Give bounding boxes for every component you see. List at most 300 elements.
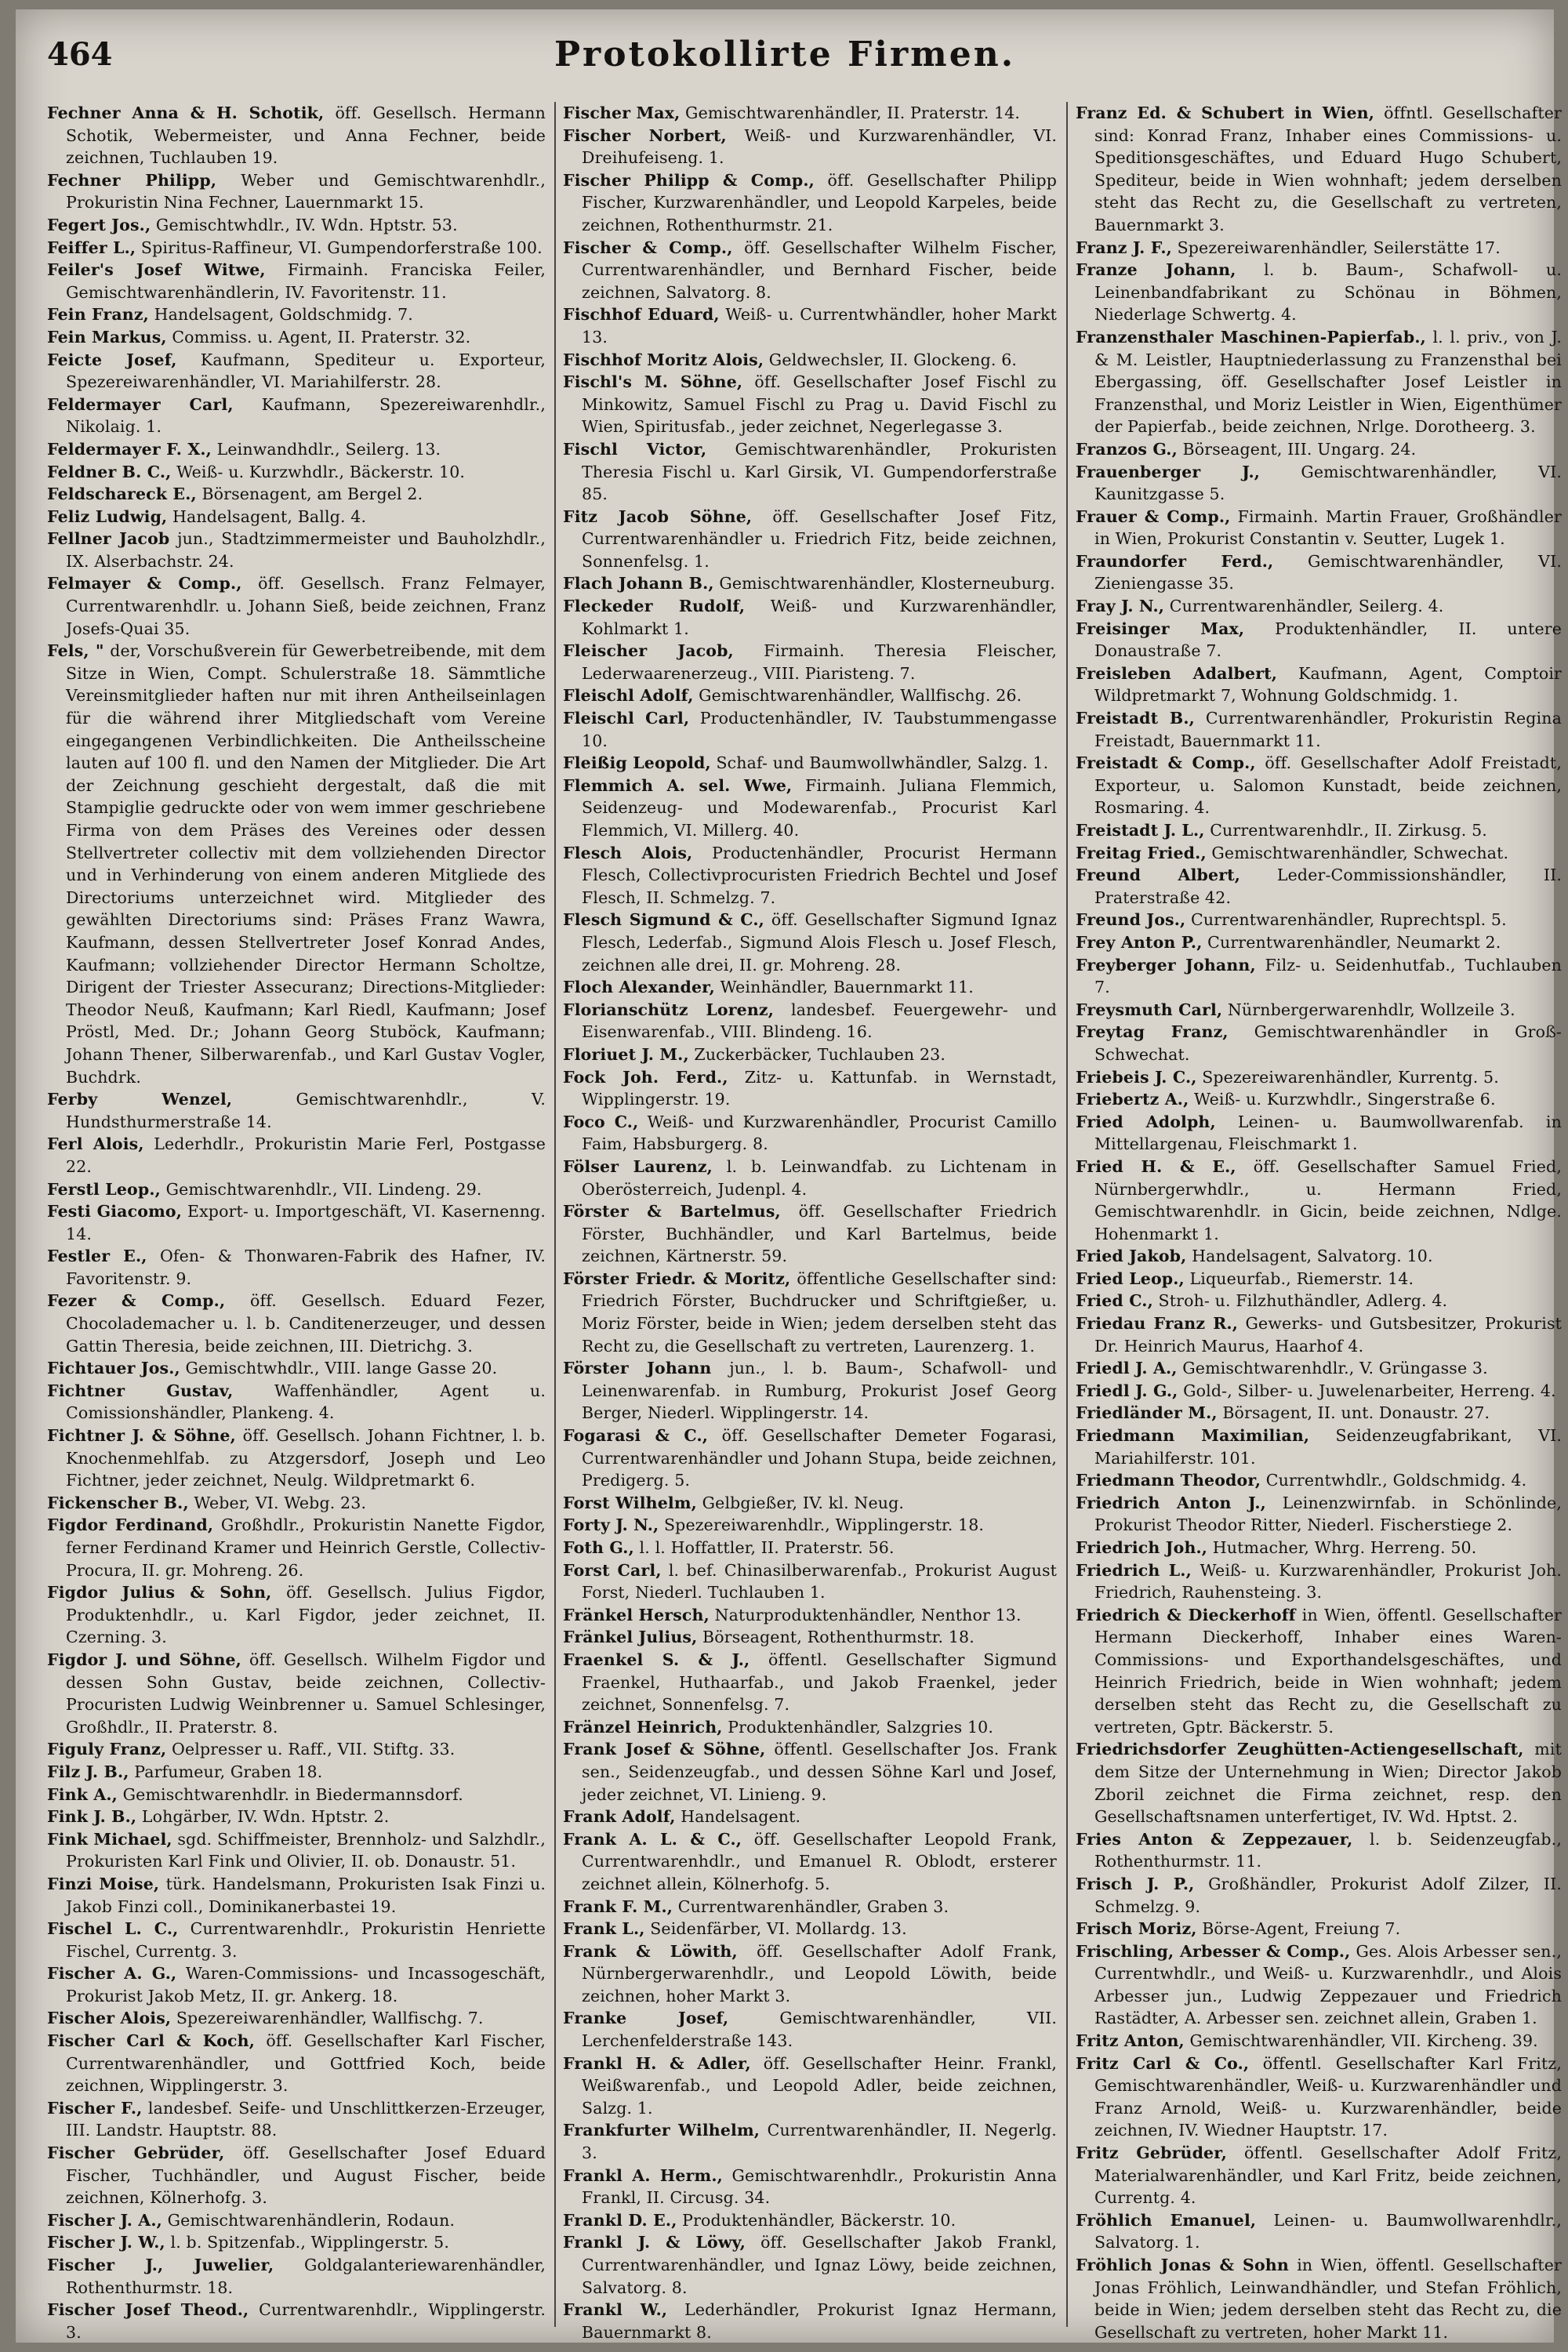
firm-details: Liqueurfab., Riemerstr. 14. <box>1184 1269 1414 1288</box>
firm-name: Flesch Sigmund & C., <box>563 910 764 930</box>
firm-details: öffentl. Gesellschafter Adolf Fritz, Materialwarenhändler, und Karl Fritz, beide zeichnen, Currentg. 4. <box>1094 2143 1562 2208</box>
firm-details: l. b. Spitzenfab., Wipplingerstr. 5. <box>165 2233 450 2252</box>
directory-entry <box>47 214 546 237</box>
firm-name: Förster Friedr. & Moritz, <box>563 1269 791 1288</box>
firm-name: Friedländer M., <box>1076 1403 1218 1423</box>
firm-name: Frankl D. E., <box>563 2210 677 2230</box>
firm-name: Festi Giacomo, <box>47 1202 183 1221</box>
firm-details: öff. Gesellsch. Johann Fichtner, l. b. Knochenmehlfab. zu Atzgersdorf, Joseph und Leo Fichtner, jeder zeichnet, Neulg. Wildpretmarkt 6. <box>66 1426 546 1490</box>
firm-details: Spiritus-Raffineur, VI. Gumpendorferstraße 100. <box>136 238 543 257</box>
firm-name: Freistadt & Comp., <box>1076 753 1256 773</box>
directory-entry <box>563 595 1057 640</box>
directory-entry <box>47 1784 546 1806</box>
firm-details: Leinwandhdlr., Seilerg. 13. <box>211 439 441 459</box>
firm-details: Weiß- und Kurzwarenhändler, Procurist Camillo Faim, Habsburgerg. 8. <box>582 1112 1057 1154</box>
directory-entry <box>1076 595 1562 618</box>
firm-details: Currentwarenhändler, Ruprechtspl. 5. <box>1185 910 1507 930</box>
firm-details: Handelsagent, Ballg. 4. <box>167 506 367 526</box>
firm-name: Fink J. B., <box>47 1807 137 1827</box>
directory-entry <box>1076 2209 1562 2254</box>
firm-name: Frank Adolf, <box>563 1807 676 1827</box>
directory-entry <box>563 999 1057 1044</box>
directory-entry <box>1076 1492 1562 1537</box>
directory-entry <box>1076 1312 1562 1357</box>
directory-entry <box>47 326 546 349</box>
directory-entry <box>47 438 546 461</box>
directory-entry <box>563 2209 1057 2232</box>
directory-entry <box>1076 1738 1562 1828</box>
directory-entry <box>563 1940 1057 2008</box>
firm-name: Fogarasi & C., <box>563 1426 709 1446</box>
firm-details: Weiß- u. Kurzwhdlr., Bäckerstr. 10. <box>171 462 466 481</box>
directory-entry <box>47 2209 546 2232</box>
directory-entry <box>47 2030 546 2097</box>
firm-details: Börse-Agent, Freiung 7. <box>1196 1919 1401 1939</box>
firm-details: Currentwarenhändler, Graben 3. <box>673 1896 949 1916</box>
firm-name: Franke Josef, <box>563 2009 729 2028</box>
firm-details: öffentl. Gesellschafter Jos. Frank sen., Seidenzeugfab., und dessen Söhne Karl und Josef, jeder zeichnet, VI. Linieng. 9. <box>582 1740 1058 1804</box>
column-1 <box>47 102 546 2342</box>
firm-details: Currentwarenhdlr., Wipplingerstr. 3. <box>66 2300 546 2342</box>
firm-name: Franzos G., <box>1076 439 1178 459</box>
firm-name: Fritz Carl & Co., <box>1076 2053 1250 2073</box>
firm-details: in Wien, öffentl. Gesellschafter Jonas Fröhlich, Leinwandhändler, und Stefan Fröhlich, beide in Wien; jedem derselben steht das Recht zu, die Gesellschaft zu vertreten, hoher Markt 11. <box>1094 2256 1562 2342</box>
firm-details: öffntl. Gesellschafter sind: Konrad Franz, Inhaber eines Commissions- u. Speditionsgeschäftes, und Eduard Hugo Schubert, Spediteur, beide in Wien wohnhaft; jedem derselben steht das Recht zu, die Gesellschaft zu vertreten, Bauernmarkt 3. <box>1094 103 1562 234</box>
firm-name: Fraenkel S. & J., <box>563 1650 750 1669</box>
firm-name: Fischer Alois, <box>47 2009 172 2028</box>
firm-details: l. l. priv., von J. & M. Leistler, Hauptniederlassung zu Franzensthal bei Ebergassing, öff. Gesellschafter Josef Leistler in Franzensthal, und Moriz Leistler in Wien, Eigenthümer der Papierfab., beide zeichnen, Nrlge. Dorotheerg. 3. <box>1094 327 1562 437</box>
firm-details: Goldgalanteriewarenhändler, Rothenthurmstr. 18. <box>66 2256 546 2297</box>
firm-details: l. b. Leinwandfab. zu Lichtenam in Oberösterreich, Judenpl. 4. <box>582 1156 1057 1199</box>
firm-name: Figuly Franz, <box>47 1740 167 1759</box>
firm-details: Kaufmann, Spezereiwarenhdlr., Nikolaig. 1. <box>66 394 546 437</box>
firm-details: öff. Gesellsch. Eduard Fezer, Chocolademacher u. l. b. Canditenerzeuger, und dessen Gattin Theresia, beide zeichnen, III. Dietrichg. 3. <box>66 1291 546 1356</box>
directory-entry <box>563 909 1057 976</box>
firm-name: Fischl Victor, <box>563 439 707 459</box>
directory-entry <box>1076 259 1562 326</box>
firm-name: Fickenscher B., <box>47 1493 189 1512</box>
column-divider <box>1066 102 1068 2327</box>
firm-name: Friedmann Theodor, <box>1076 1471 1261 1490</box>
directory-entry <box>1076 438 1562 461</box>
firm-details: Spezereiwarenhändler, Kurrentg. 5. <box>1196 1067 1499 1087</box>
directory-entry <box>47 169 546 214</box>
firm-details: Gemischtwarenhändler, Schwechat. <box>1206 843 1509 862</box>
firm-name: Freund Jos., <box>1076 910 1186 930</box>
firm-details: Nürnbergerwarenhdlr, Wollzeile 3. <box>1222 1000 1515 1019</box>
firm-details: öff. Gesellschafter Leopold Frank, Currentwarenhdlr., und Emanuel R. Oblodt, ersterer zeichnet allein, Kölnerhofg. 5. <box>582 1829 1057 1893</box>
firm-name: Ferl Alois, <box>47 1134 144 1154</box>
firm-details: öff. Gesellsch. Wilhelm Figdor und dessen Sohn Gustav, beide zeichnen, Collectiv-Procuristen Ludwig Weinbrenner u. Samuel Schlesinger, Großhdlr., II. Praterstr. 8. <box>66 1650 546 1737</box>
firm-details: Leinenzwirnfab. in Schönlinde, Prokurist Theodor Ritter, Niederl. Fischerstiege 2. <box>1094 1493 1562 1535</box>
firm-details: Weiß- u. Kurzwarenhändler, Prokurist Joh. Friedrich, Rauhensteing. 3. <box>1094 1560 1562 1602</box>
firm-details: öff. Gesellschafter Sigmund Ignaz Flesch, Lederfab., Sigmund Alois Flesch u. Josef Flesch, zeichnen alle drei, II. gr. Mohreng. 28. <box>582 910 1057 975</box>
firm-details: Weiß- u. Currentwhändler, hoher Markt 13. <box>582 305 1057 347</box>
firm-name: Fink Michael, <box>47 1829 172 1849</box>
directory-entry <box>47 1806 546 1828</box>
firm-name: Frisch Moriz, <box>1076 1919 1197 1939</box>
firm-name: Franzensthaler Maschinen-Papierfab., <box>1076 327 1426 347</box>
directory-entry <box>563 237 1057 304</box>
firm-details: Großhändler, Prokurist Adolf Zilzer, II. Schmelzg. 9. <box>1094 1874 1562 1916</box>
directory-entry <box>47 1245 546 1290</box>
firm-name: Freysmuth Carl, <box>1076 1000 1223 1019</box>
firm-details: Productenhändler, Procurist Hermann Flesch, Collectivprocuristen Friedrich Bechtel und Josef Flesch, II. Schmelzg. 7. <box>582 843 1058 907</box>
directory-entry <box>1076 326 1562 438</box>
firm-details: Geldwechsler, II. Glockeng. 6. <box>764 350 1018 369</box>
firm-name: Fischer Max, <box>563 103 681 122</box>
firm-name: Freistadt J. L., <box>1076 821 1205 840</box>
firm-name: Förster Johann <box>563 1359 712 1378</box>
columns <box>47 102 1563 2342</box>
firm-details: sgd. Schiffmeister, Brennholz- und Salzhdlr., Prokuristen Karl Fink und Olivier, II. ob. Donaustr. 51. <box>66 1829 546 1871</box>
firm-details: Gelbgießer, IV. kl. Neug. <box>696 1493 905 1512</box>
firm-details: öffentl. Gesellschafter Karl Fritz, Gemischtwarenhändler, Weiß- u. Kurzwarenhändler und Franz Arnold, Weiß- u. Kurzwarenhändler, beide zeichnen, IV. Wiedner Hauptstr. 17. <box>1094 2053 1562 2140</box>
directory-entry <box>1076 1425 1562 1469</box>
firm-name: Fichtauer Jos., <box>47 1359 180 1378</box>
directory-entry <box>563 1738 1057 1806</box>
firm-details: l. l. Hoffattler, II. Praterstr. 56. <box>633 1538 895 1557</box>
directory-entry <box>47 1200 546 1245</box>
directory-entry <box>563 707 1057 752</box>
firm-name: Fried C., <box>1076 1291 1153 1311</box>
firm-name: Feldermayer F. X., <box>47 439 212 459</box>
firm-name: Floch Alexander, <box>563 978 715 997</box>
firm-name: Fitz Jacob Söhne, <box>563 506 753 526</box>
firm-name: Fritz Anton, <box>1076 2031 1185 2051</box>
firm-details: landesbef. Feuergewehr- und Eisenwarenfab., VIII. Blindeng. 16. <box>582 1000 1057 1042</box>
directory-entry <box>563 640 1057 684</box>
firm-details: l. b. Baum-, Schafwoll- u. Leinenbandfabrikant zu Schönau in Böhmen, Niederlage Schwertg. 4. <box>1094 260 1563 325</box>
firm-details: Kaufmann, Spediteur u. Exporteur, Spezereiwarenhändler, VI. Mariahilferstr. 28. <box>66 350 546 392</box>
firm-details: Firmainh. Juliana Flemmich, Seidenzeug- und Modewarenfab., Procurist Karl Flemmich, VI. Millerg. 40. <box>582 775 1058 840</box>
directory-entry <box>563 125 1057 169</box>
firm-name: Fried Leop., <box>1076 1269 1185 1288</box>
directory-entry <box>47 349 546 394</box>
firm-details: Firmainh. Theresia Fleischer, Lederwaarenerzeug., VIII. Piaristeng. 7. <box>582 641 1058 683</box>
firm-details: Gemischtwarenhändler in Groß-Schwechat. <box>1094 1022 1562 1064</box>
firm-name: Fels, " <box>47 641 104 661</box>
directory-entry <box>563 572 1057 595</box>
firm-name: Fischl's M. Söhne, <box>563 372 743 392</box>
directory-entry <box>1076 707 1562 752</box>
firm-details: Currentwhdlr., Goldschmidg. 4. <box>1261 1471 1527 1490</box>
firm-name: Frank A. L. & C., <box>563 1829 742 1849</box>
firm-details: Gemischtwhdlr., VIII. lange Gasse 20. <box>180 1359 498 1378</box>
firm-name: Frischling, Arbesser & Comp., <box>1076 1941 1351 1961</box>
firm-name: Felmayer & Comp., <box>47 574 242 593</box>
directory-entry <box>563 1918 1057 1940</box>
firm-details: Weinhändler, Bauernmarkt 11. <box>714 978 974 997</box>
column-divider <box>554 102 556 2327</box>
directory-entry <box>47 1761 546 1784</box>
firm-details: Spezereiwarenhdlr., Wipplingerstr. 18. <box>659 1515 985 1535</box>
firm-name: Fränkel Hersch, <box>563 1605 710 1624</box>
firm-details: öffentliche Gesellschafter sind: Friedrich Förster, Buchdrucker und Schriftgießer, u. Moriz Förster, beide in Wien; jedem derselben steht das Recht zu, die Gesellschaft zu vertreten, Laurenzerg. 1. <box>582 1269 1057 1356</box>
directory-entry <box>1076 102 1562 237</box>
firm-details: Gemischtwarenhändler, VI. Kaunitzgasse 5. <box>1094 462 1563 504</box>
column-2 <box>563 102 1058 2342</box>
directory-entry <box>563 976 1057 999</box>
firm-name: Fray J. N., <box>1076 597 1165 616</box>
directory-entry <box>47 2299 546 2343</box>
firm-details: öff. Gesellsch. Hermann Schotik, Webermeister, und Anna Fechner, beide zeichnen, Tuchlauben 19. <box>66 103 546 168</box>
firm-name: Fichtner J. & Söhne, <box>47 1426 236 1446</box>
directory-entry <box>563 169 1057 237</box>
firm-name: Frankl A. Herm., <box>563 2165 723 2185</box>
firm-details: Currentwarenhändler, Prokuristin Regina Freistadt, Bauernmarkt 11. <box>1094 709 1563 750</box>
directory-entry <box>47 102 546 169</box>
directory-entry <box>563 1626 1057 1649</box>
directory-entry <box>563 1514 1057 1537</box>
directory-entry <box>563 2299 1057 2343</box>
firm-details: Leinen- u. Baumwollwarenhdlr., Salvatorg. 1. <box>1094 2210 1562 2252</box>
firm-name: Friebertz A., <box>1076 1090 1189 1109</box>
firm-name: Fellner Jacob <box>47 529 170 549</box>
firm-details: Gemischtwarenhändler, VI. Zieniengasse 35. <box>1094 551 1563 593</box>
firm-details: Leinen- u. Baumwollwarenfab. in Mittellargenau, Fleischmarkt 1. <box>1094 1112 1562 1154</box>
firm-details: jun., Stadtzimmermeister und Bauholzhdlr., IX. Alserbachstr. 24. <box>66 529 546 571</box>
firm-details: Weber, VI. Webg. 23. <box>188 1493 367 1512</box>
firm-name: Floriuet J. M., <box>563 1044 689 1064</box>
firm-details: Börsagent, II. unt. Donaustr. 27. <box>1217 1403 1490 1423</box>
firm-name: Fleischer Jacob, <box>563 641 734 661</box>
firm-details: Produktenhändler, Bäckerstr. 10. <box>677 2210 956 2230</box>
directory-entry <box>1076 1918 1562 1940</box>
firm-name: Fischer & Comp., <box>563 238 733 257</box>
firm-details: Productenhändler, IV. Taubstummengasse 10. <box>582 709 1058 750</box>
directory-entry <box>1076 1469 1562 1492</box>
firm-name: Forst Wilhelm, <box>563 1493 697 1512</box>
directory-entry <box>563 1156 1057 1200</box>
directory-entry <box>1076 461 1562 506</box>
firm-details: öff. Gesellschafter Adolf Freistadt, Exporteur, u. Salomon Kunstadt, beide zeichnen, Rosmaring. 4. <box>1094 753 1562 818</box>
firm-details: mit dem Sitze der Unternehmung in Wien; Director Jakob Zboril zeichnet die Firma zeichnet, resp. den Gesellschaftsnamen unterfertiget, IV. Wd. Hptst. 2. <box>1094 1740 1562 1827</box>
directory-entry <box>1076 1559 1562 1604</box>
firm-name: Fraundorfer Ferd., <box>1076 551 1274 571</box>
firm-details: Gewerks- und Gutsbesitzer, Prokurist Dr. Heinrich Maurus, Haarhof 4. <box>1094 1314 1562 1356</box>
firm-name: Flemmich A. sel. Wwe, <box>563 775 793 795</box>
firm-details: Oelpresser u. Raff., VII. Stiftg. 33. <box>166 1740 456 1759</box>
directory-entry <box>563 1066 1057 1111</box>
firm-name: Frank Josef & Söhne, <box>563 1740 766 1759</box>
running-title: Protokollirte Firmen. <box>554 34 1016 74</box>
directory-page <box>16 9 1563 2343</box>
firm-details: öff. Gesellschafter Adolf Frank, Nürnbergerwarenhdlr., und Leopold Löwith, beide zeichnen, hoher Markt 3. <box>582 1941 1058 2005</box>
firm-name: Fleischl Adolf, <box>563 686 694 706</box>
firm-name: Frank L., <box>563 1919 645 1939</box>
directory-entry <box>563 752 1057 775</box>
firm-details: öff. Gesellschafter Friedrich Förster, Buchhändler, und Karl Bartelmus, beide zeichnen, Kärtnerstr. 59. <box>582 1202 1057 1266</box>
directory-entry <box>563 1200 1057 1268</box>
firm-details: Gemischtwarenhdlr., V. Hundsthurmerstraße 14. <box>66 1090 546 1131</box>
firm-details: öff. Gesellschafter Jakob Frankl, Currentwarenhändler, und Ignaz Löwy, beide zeichnen, Salvatorg. 8. <box>582 2233 1057 2297</box>
firm-details: Lederhändler, Prokurist Ignaz Hermann, Bauernmarkt 8. <box>582 2300 1057 2342</box>
directory-entry <box>47 572 546 640</box>
directory-entry <box>1076 1290 1562 1312</box>
directory-entry <box>563 1357 1057 1425</box>
firm-details: Lohgärber, IV. Wdn. Hptstr. 2. <box>136 1807 390 1827</box>
firm-name: Forst Carl, <box>563 1560 662 1580</box>
directory-entry <box>1076 2030 1562 2053</box>
firm-name: Frey Anton P., <box>1076 932 1203 952</box>
directory-entry <box>1076 752 1562 819</box>
firm-details: Gemischtwarenhdlr., V. Grüngasse 3. <box>1177 1359 1488 1378</box>
firm-details: Großhdlr., Prokuristin Nanette Figdor, ferner Ferdinand Kramer und Heinrich Gerstle, Collectiv-Procura, II. gr. Mohreng. 26. <box>66 1515 546 1580</box>
firm-name: Franze Johann, <box>1076 260 1236 280</box>
directory-entry <box>1076 1111 1562 1156</box>
directory-entry <box>1076 1021 1562 1065</box>
directory-entry <box>1076 237 1562 260</box>
firm-name: Friedrich L., <box>1076 1560 1192 1580</box>
directory-entry <box>563 1806 1057 1828</box>
firm-details: Börseagent, Rothenthurmstr. 18. <box>697 1628 975 1647</box>
firm-name: Fischhof Moritz Alois, <box>563 350 764 369</box>
directory-entry <box>47 506 546 528</box>
firm-name: Friedrich & Dieckerhoff <box>1076 1605 1296 1624</box>
directory-entry <box>47 259 546 303</box>
firm-details: Gemischtwarenhdlr., Prokuristin Anna Frankl, II. Circusg. 34. <box>582 2165 1057 2208</box>
directory-entry <box>47 461 546 484</box>
firm-name: Fischer A. G., <box>47 1964 177 1984</box>
firm-details: Currentwarenhdlr., Prokuristin Henriette Fischel, Currentg. 3. <box>66 1919 546 1961</box>
firm-details: Leder-Commissionshändler, II. Praterstraße 42. <box>1094 866 1562 907</box>
firm-details: Produktenhändler, Salzgries 10. <box>722 1717 994 1737</box>
directory-entry <box>47 237 546 260</box>
firm-name: Freyberger Johann, <box>1076 955 1256 975</box>
firm-name: Friedrich Joh., <box>1076 1538 1208 1557</box>
firm-name: Flach Johann B., <box>563 574 714 593</box>
firm-name: Fleißig Leopold, <box>563 753 711 773</box>
firm-name: Franz Ed. & Schubert in Wien, <box>1076 103 1374 122</box>
firm-name: Fränzel Heinrich, <box>563 1717 723 1737</box>
firm-name: Fischer Josef Theod., <box>47 2300 249 2320</box>
firm-name: Fink A., <box>47 1784 118 1804</box>
directory-entry <box>1076 1380 1562 1403</box>
firm-name: Fleckeder Rudolf, <box>563 597 746 616</box>
firm-details: Schaf- und Baumwollwhändler, Salzg. 1. <box>710 753 1049 773</box>
firm-name: Förster & Bartelmus, <box>563 1202 781 1221</box>
directory-entry <box>563 1649 1057 1716</box>
firm-name: Fröhlich Emanuel, <box>1076 2210 1257 2230</box>
directory-entry <box>563 1268 1057 1357</box>
directory-entry <box>563 1044 1057 1066</box>
firm-name: Freund Albert, <box>1076 866 1241 885</box>
firm-name: Freisleben Adalbert, <box>1076 663 1278 683</box>
firm-details: Gemischtwarenhändler, Klosterneuburg. <box>713 574 1055 593</box>
directory-entry <box>563 371 1057 438</box>
directory-entry <box>1076 662 1562 707</box>
firm-name: Frankfurter Wilhelm, <box>563 2121 760 2140</box>
firm-name: Fischer J. A., <box>47 2210 162 2230</box>
directory-entry <box>1076 999 1562 1022</box>
directory-entry <box>47 1178 546 1201</box>
directory-entry <box>563 2053 1057 2120</box>
firm-name: Feiffer L., <box>47 238 136 257</box>
firm-details: Spezereiwarenhändler, Seilerstätte 17. <box>1171 238 1501 257</box>
firm-name: Fischer Carl & Koch, <box>47 2031 256 2051</box>
directory-entry <box>563 1537 1057 1559</box>
firm-name: Frisch J. P., <box>1076 1874 1195 1893</box>
firm-details: Gemischtwhdlr., IV. Wdn. Hptstr. 53. <box>151 215 458 234</box>
firm-details: Weiß- und Kurzwarenhändler, VI. Dreihufeiseng. 1. <box>582 125 1057 168</box>
directory-entry <box>47 1133 546 1178</box>
page-header <box>47 31 1523 86</box>
firm-details: Currentwarenhändler, Neumarkt 2. <box>1202 932 1501 952</box>
firm-name: Finzi Moise, <box>47 1874 160 1893</box>
firm-name: Fischer Gebrüder, <box>47 2143 225 2163</box>
firm-details: Currentwarenhdlr., II. Zirkusg. 5. <box>1204 821 1487 840</box>
firm-details: Produktenhändler, II. untere Donaustraße 7. <box>1094 619 1562 661</box>
firm-details: Waffenhändler, Agent u. Comissionshändler, Plankeng. 4. <box>66 1381 546 1423</box>
firm-details: Gemischtwarenhdlr. in Biedermannsdorf. <box>117 1784 463 1804</box>
firm-name: Fischer J., Juwelier, <box>47 2256 274 2274</box>
firm-name: Fritz Gebrüder, <box>1076 2143 1227 2163</box>
firm-details: Handelsagent, Goldschmidg. 7. <box>148 305 413 325</box>
directory-entry <box>1076 819 1562 842</box>
firm-details: Gemischtwarenhändler, Prokuristen Theresia Fischl u. Karl Girsik, VI. Gumpendorferstraße 85. <box>582 439 1057 504</box>
firm-details: Seidenfärber, VI. Mollardg. 13. <box>644 1919 907 1939</box>
directory-entry <box>563 775 1057 842</box>
firm-details: jun., l. b. Baum-, Schafwoll- und Leinenwarenfab. in Rumburg, Prokurist Josef Georg Berger, Niederl. Wipplingerstr. 14. <box>582 1359 1057 1423</box>
directory-entry <box>1076 2142 1562 2209</box>
firm-name: Friedrichsdorfer Zeughütten-Actiengesellschaft, <box>1076 1740 1524 1759</box>
directory-entry <box>563 506 1057 573</box>
firm-details: Parfumeur, Graben 18. <box>129 1762 323 1781</box>
firm-details: Weiß- u. Kurzwhdlr., Singerstraße 6. <box>1189 1090 1496 1109</box>
directory-entry <box>563 1492 1057 1515</box>
firm-details: Weber und Gemischtwarenhdlr., Prokuristin Nina Fechner, Lauernmarkt 15. <box>66 170 546 212</box>
firm-details: öff. Gesellschafter Wilhelm Fischer, Currentwarenhändler, und Bernhard Fischer, beide zeichnen, Salvatorg. 8. <box>582 238 1057 302</box>
firm-details: l. b. Seidenzeugfab., Rothenthurmstr. 11. <box>1094 1829 1562 1871</box>
directory-entry <box>47 394 546 438</box>
firm-details: Börsenagent, am Bergel 2. <box>196 485 423 504</box>
firm-details: Zitz- u. Kattunfab. in Wernstadt, Wipplingerstr. 19. <box>582 1067 1058 1109</box>
firm-details: öff. Gesellschafter Demeter Fogarasi, Currentwarenhändler und Johann Stupa, beide zeichnen, Predigerg. 5. <box>582 1426 1057 1490</box>
firm-details: öff. Gesellschafter Philipp Fischer, Kurzwarenhändler, und Leopold Karpeles, beide zeichnen, Rothenthurmstr. 21. <box>582 170 1057 234</box>
directory-entry <box>1076 1156 1562 1245</box>
directory-entry <box>1076 1245 1562 1268</box>
directory-entry <box>47 1290 546 1357</box>
directory-entry <box>47 1828 546 1873</box>
directory-entry <box>1076 1604 1562 1739</box>
firm-details: Gemischtwarenhändler, VII. Kircheng. 39. <box>1184 2031 1538 2051</box>
firm-name: Filz J. B., <box>47 1762 129 1781</box>
firm-name: Fechner Philipp, <box>47 170 217 190</box>
firm-details: Export- u. Importgeschäft, VI. Kasernenng. 14. <box>66 1202 546 1243</box>
firm-name: Frankl H. & Adler, <box>563 2053 751 2073</box>
firm-details: Firmainh. Franciska Feiler, Gemischtwarenhändlerin, IV. Favoritenstr. 11. <box>66 260 546 302</box>
firm-name: Feiler's Josef Witwe, <box>47 260 266 280</box>
directory-entry <box>1076 506 1562 550</box>
firm-name: Fischer Philipp & Comp., <box>563 170 815 190</box>
directory-entry <box>563 349 1057 372</box>
directory-entry <box>47 1962 546 2007</box>
firm-details: Weiß- und Kurzwarenhändler, Kohlmarkt 1. <box>582 597 1058 638</box>
page-number: 464 <box>47 36 113 73</box>
firm-details: Waren-Commissions- und Incassogeschäft, Prokurist Jakob Metz, II. gr. Ankerg. 18. <box>66 1964 546 2005</box>
firm-name: Figdor J. und Söhne, <box>47 1650 241 1669</box>
directory-entry <box>1076 909 1562 931</box>
firm-name: Flesch Alois, <box>563 843 693 862</box>
directory-entry <box>47 1514 546 1581</box>
firm-name: Feldermayer Carl, <box>47 394 234 414</box>
firm-name: Fischer Norbert, <box>563 125 727 145</box>
firm-name: Frankl W., <box>563 2300 668 2320</box>
directory-entry <box>1076 864 1562 909</box>
firm-details: Handelsagent, Salvatorg. 10. <box>1186 1247 1433 1266</box>
directory-entry <box>563 1559 1057 1604</box>
